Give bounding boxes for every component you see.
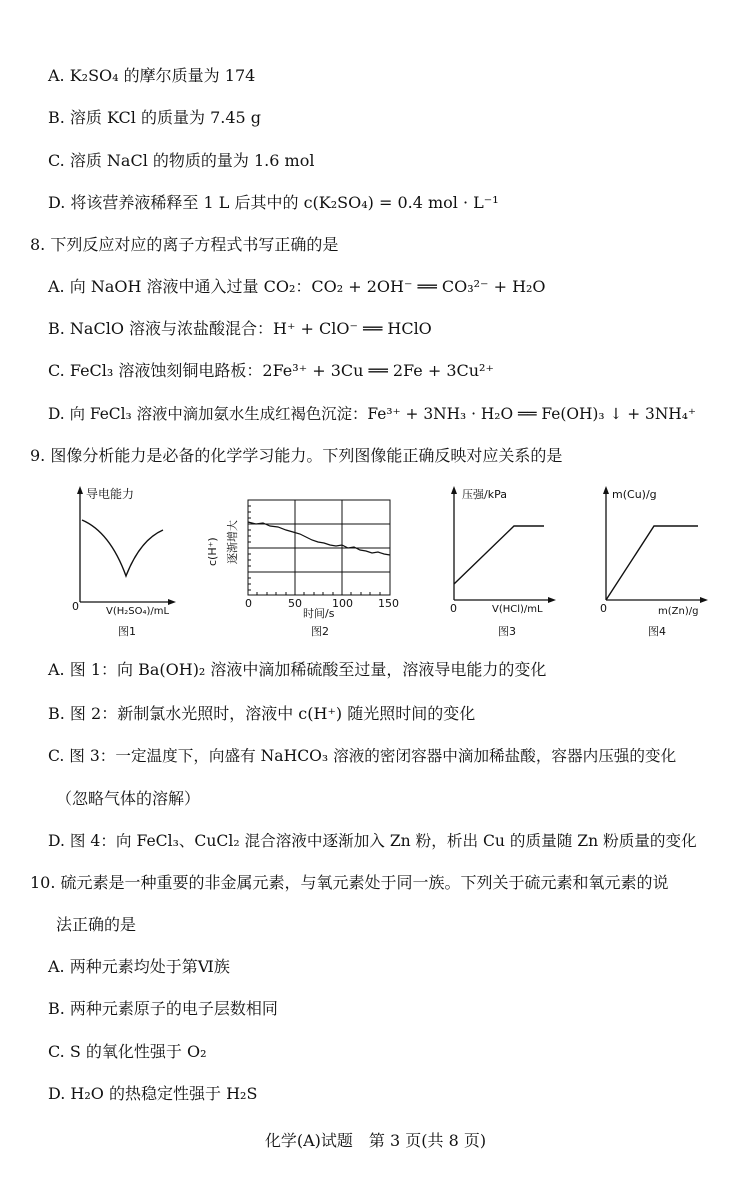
q10-option-b: B. 两种元素原子的电子层数相同 xyxy=(48,999,278,1018)
fig2-tick-100: 100 xyxy=(332,597,353,610)
fig1-x-arrow xyxy=(168,599,176,605)
q9-option-a: A. 图 1：向 Ba(OH)₂ 溶液中滴加稀硫酸至过量，溶液导电能力的变化 xyxy=(48,660,547,679)
q8-option-d: D. 向 FeCl₃ 溶液中滴加氨水生成红褐色沉淀：Fe³⁺ + 3NH₃ · H₂O ══ Fe(OH)₃ ↓ + 3NH₄⁺ xyxy=(48,405,696,423)
fig4-ylabel: m(Cu)/g xyxy=(612,488,657,501)
fig4-y-arrow xyxy=(603,486,609,494)
figure-2 xyxy=(208,482,408,646)
fig1-xlabel: V(H₂SO₄)/mL xyxy=(106,606,170,617)
q10-option-d: D. H₂O 的热稳定性强于 H₂S xyxy=(48,1084,258,1103)
fig2-ylabel: c(H⁺) xyxy=(206,537,219,566)
fig1-y-arrow xyxy=(77,486,83,494)
fig2-grid xyxy=(248,500,390,595)
fig1-caption: 图1 xyxy=(118,625,136,638)
q9-option-b: B. 图 2：新制氯水光照时，溶液中 c(H⁺) 随光照时间的变化 xyxy=(48,704,476,723)
figure-1 xyxy=(60,482,190,646)
fig4-origin: 0 xyxy=(600,602,607,615)
fig3-origin: 0 xyxy=(450,602,457,615)
fig1-origin: 0 xyxy=(72,600,79,613)
q9-option-d: D. 图 4：向 FeCl₃、CuCl₂ 混合溶液中逐渐加入 Zn 粉，析出 Cu 的质量随 Zn 粉质量的变化 xyxy=(48,832,697,850)
q7-option-c: C. 溶质 NaCl 的物质的量为 1.6 mol xyxy=(48,151,315,170)
fig3-caption: 图3 xyxy=(498,625,516,638)
fig3-curve xyxy=(454,526,544,584)
q7-option-d: D. 将该营养液稀释至 1 L 后其中的 c(K₂SO₄) = 0.4 mol · L⁻¹ xyxy=(48,193,499,212)
fig4-xlabel: m(Zn)/g xyxy=(658,606,699,617)
q8-option-a: A. 向 NaOH 溶液中通入过量 CO₂：CO₂ + 2OH⁻ ══ CO₃²⁻ + H₂O xyxy=(48,277,546,296)
q9-option-c: C. 图 3：一定温度下，向盛有 NaHCO₃ 溶液的密闭容器中滴加稀盐酸，容器内压强的变化 xyxy=(48,747,677,765)
fig4-x-arrow xyxy=(700,597,708,603)
fig2-tick-50: 50 xyxy=(288,597,302,610)
fig4-curve xyxy=(606,526,698,600)
q10-stem-cont: 法正确的是 xyxy=(56,915,137,934)
q9-option-c-note: （忽略气体的溶解） xyxy=(56,789,201,808)
fig1-ylabel: 导电能力 xyxy=(86,487,135,501)
fig3-ylabel: 压强/kPa xyxy=(462,488,507,501)
fig2-tick-150: 150 xyxy=(378,597,399,610)
figure-4 xyxy=(596,482,726,646)
q8-stem: 8. 下列反应对应的离子方程式书写正确的是 xyxy=(30,235,339,254)
fig2-ylabel-2: 逐渐增大 xyxy=(226,520,239,564)
fig2-caption: 图2 xyxy=(311,625,329,638)
q9-stem: 9. 图像分析能力是必备的化学学习能力。下列图像能正确反映对应关系的是 xyxy=(30,446,563,465)
q10-option-a: A. 两种元素均处于第Ⅵ族 xyxy=(48,957,230,976)
q10-option-c: C. S 的氧化性强于 O₂ xyxy=(48,1042,207,1061)
fig3-x-arrow xyxy=(548,597,556,603)
q7-option-b: B. 溶质 KCl 的质量为 7.45 g xyxy=(48,108,262,127)
figure-3 xyxy=(440,482,570,646)
q10-stem: 10. 硫元素是一种重要的非金属元素，与氧元素处于同一族。下列关于硫元素和氧元素的说 xyxy=(30,873,669,892)
q8-option-b: B. NaClO 溶液与浓盐酸混合：H⁺ + ClO⁻ ══ HClO xyxy=(48,319,432,338)
q8-option-c: C. FeCl₃ 溶液蚀刻铜电路板：2Fe³⁺ + 3Cu ══ 2Fe + 3Cu²⁺ xyxy=(48,361,494,380)
fig2-tick-0: 0 xyxy=(245,597,252,610)
q7-option-a: A. K₂SO₄ 的摩尔质量为 174 xyxy=(48,66,256,85)
fig3-y-arrow xyxy=(451,486,457,494)
fig3-xlabel: V(HCl)/mL xyxy=(492,604,543,615)
fig2-xlabel: 时间/s xyxy=(303,607,335,620)
page-footer: 化学(A)试题 第 3 页(共 8 页) xyxy=(264,1131,487,1150)
fig2-curve xyxy=(248,522,390,555)
fig4-caption: 图4 xyxy=(648,625,666,638)
fig1-curve xyxy=(82,520,163,576)
